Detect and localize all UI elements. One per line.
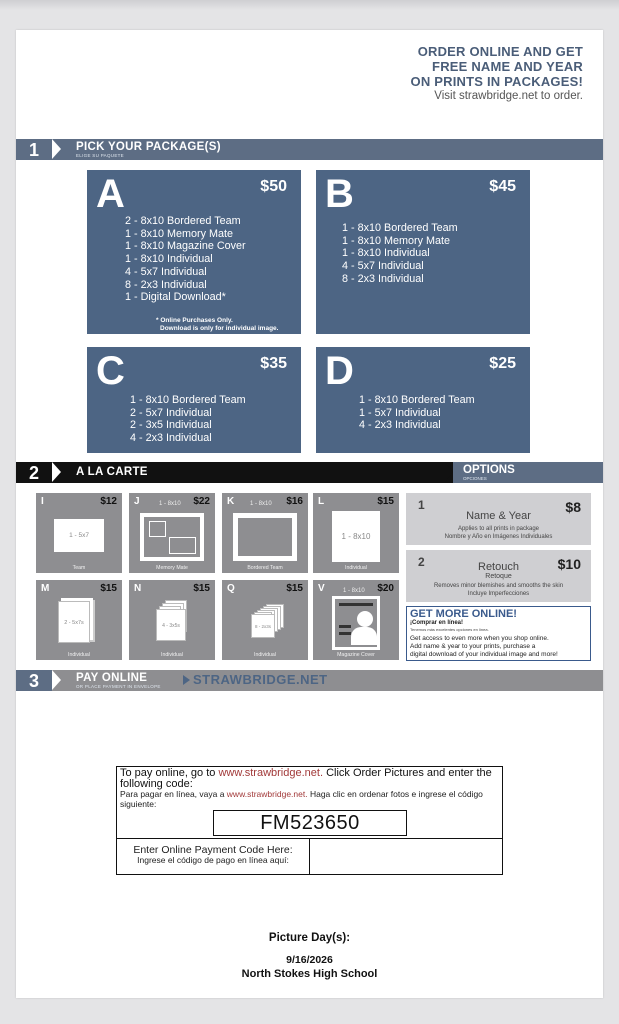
- card-price: $22: [193, 496, 210, 507]
- package-item: 1 - Digital Download*: [125, 291, 226, 304]
- text: Para pagar en línea, vaya a: [120, 789, 227, 799]
- section-3-title: PAY ONLINE: [76, 672, 148, 684]
- text: To pay online, go to: [120, 767, 219, 779]
- card-label: Individual: [161, 652, 183, 658]
- alacarte-card-l[interactable]: [313, 493, 399, 573]
- package-item: 1 - 8x10 Memory Mate: [125, 227, 234, 240]
- person-silhouette-icon: [351, 627, 377, 645]
- card-price: $15: [100, 583, 117, 594]
- enter-code-label-es: Ingrese el código de pago en línea aquí:: [137, 855, 289, 865]
- options-subtitle: OPCIONES: [463, 476, 487, 481]
- package-price: $50: [260, 178, 287, 195]
- card-label: Memory Mate: [156, 565, 188, 571]
- package-item: 4 - 2x3 Individual: [130, 432, 212, 445]
- get-more-body-1: Get access to even more when you shop online.: [410, 635, 549, 642]
- package-letter: C: [96, 349, 125, 393]
- option-price: $10: [557, 556, 581, 572]
- promo-visit-text: Visit strawbridge.net to order.: [434, 90, 583, 102]
- package-item: 1 - 8x10 Bordered Team: [359, 394, 475, 406]
- package-items: [125, 215, 246, 304]
- text: Haga clic en ordenar fotos e ingrese el código siguiente:: [120, 789, 483, 809]
- chevron-right-icon: [445, 462, 453, 482]
- card-price: $16: [286, 496, 303, 507]
- card-letter: L: [318, 496, 325, 507]
- get-more-subtitle: ¡Comprar en línea!: [410, 620, 464, 626]
- print-preview: 8 - 2x3s: [251, 614, 275, 638]
- package-d[interactable]: [316, 347, 530, 453]
- card-letter: J: [134, 496, 140, 507]
- payment-code-entry-field[interactable]: [311, 840, 501, 873]
- package-item: 1 - 8x10 Individual: [342, 247, 430, 260]
- promo-line-2: FREE NAME AND YEAR: [432, 59, 583, 74]
- card-label: Magazine Cover: [337, 652, 375, 658]
- package-note-line-2: Download is only for individual image.: [160, 325, 279, 332]
- print-preview: 1 - 5x7: [54, 519, 104, 552]
- package-price: $25: [489, 355, 516, 372]
- alacarte-card-i[interactable]: [36, 493, 122, 573]
- magazine-text-bar: [339, 625, 351, 628]
- card-price: $20: [377, 583, 394, 594]
- divider: [309, 838, 310, 874]
- top-shadow: [0, 0, 619, 10]
- option-name-and-year[interactable]: [406, 493, 591, 545]
- card-size: 1 - 8x10: [343, 588, 365, 594]
- picture-day-heading: Picture Day(s):: [268, 932, 351, 944]
- section-1-number: 1: [28, 140, 39, 160]
- get-more-title: GET MORE ONLINE!: [410, 608, 517, 620]
- option-desc: Applies to all prints in package: [457, 526, 540, 532]
- chevron-right-icon: [52, 670, 61, 690]
- alacarte-card-j[interactable]: [129, 493, 215, 573]
- payment-instructions-es: [120, 790, 498, 809]
- alacarte-card-k[interactable]: [222, 493, 308, 573]
- alacarte-card-n[interactable]: [129, 580, 215, 660]
- strawbridge-link[interactable]: www.strawbridge.net.: [218, 767, 324, 779]
- promo-line-1: ORDER ONLINE AND GET: [417, 44, 583, 59]
- section-3-number: 3: [16, 670, 52, 691]
- get-more-body-3: digital download of your individual image and more!: [410, 651, 558, 658]
- package-item: 2 - 3x5 Individual: [130, 419, 212, 432]
- card-letter: M: [41, 583, 50, 594]
- package-items: [359, 394, 475, 432]
- strawbridge-link[interactable]: www.strawbridge.net.: [226, 789, 308, 799]
- section-3-subtitle: OR PLACE PAYMENT IN ENVELOPE: [76, 684, 161, 689]
- option-name-es: Retoque: [485, 573, 512, 580]
- package-price: $35: [260, 355, 287, 372]
- alacarte-card-v[interactable]: [313, 580, 399, 660]
- card-letter: Q: [227, 583, 235, 594]
- card-label: Individual: [254, 652, 276, 658]
- package-note: [156, 317, 278, 333]
- package-note-line-1: * Online Purchases Only.: [156, 317, 233, 324]
- text: Click Order Pictures and enter the following code:: [120, 767, 492, 790]
- section-2-number: 2: [28, 463, 39, 483]
- print-preview: 2 - 5x7s: [58, 601, 90, 643]
- preview-photo: [169, 537, 196, 554]
- alacarte-card-m[interactable]: [36, 580, 122, 660]
- option-name: Name & Year: [466, 510, 531, 522]
- magazine-title-bar: [339, 603, 373, 606]
- get-more-body-2: Add name & year to your prints, purchase a: [410, 643, 536, 650]
- card-price: $15: [193, 583, 210, 594]
- payment-instructions-en: [120, 768, 498, 790]
- card-letter: N: [134, 583, 142, 594]
- options-header: [453, 462, 603, 483]
- package-item: 4 - 2x3 Individual: [359, 419, 441, 432]
- package-item: 8 - 2x3 Individual: [342, 272, 424, 285]
- preview-photo: [149, 521, 166, 537]
- section-2-title: A LA CARTE: [76, 466, 148, 478]
- alacarte-card-q[interactable]: [222, 580, 308, 660]
- option-name: Retouch: [478, 561, 519, 573]
- print-preview: [233, 513, 297, 561]
- card-letter: K: [227, 496, 235, 507]
- card-label: Individual: [345, 565, 367, 571]
- package-item: 1 - 5x7 Individual: [359, 406, 441, 419]
- package-item: 1 - 8x10 Memory Mate: [342, 234, 451, 247]
- promo-header: [411, 44, 583, 103]
- card-price: $15: [286, 583, 303, 594]
- person-silhouette-icon: [357, 611, 373, 627]
- strawbridge-link[interactable]: STRAWBRIDGE.NET: [193, 672, 328, 687]
- package-item: 4 - 5x7 Individual: [125, 265, 207, 278]
- package-item: 8 - 2x3 Individual: [125, 278, 207, 291]
- package-price: $45: [489, 178, 516, 195]
- package-item: 1 - 8x10 Individual: [125, 253, 213, 266]
- package-item: 1 - 8x10 Bordered Team: [342, 222, 458, 234]
- chevron-right-icon: [52, 139, 61, 159]
- payment-box: [116, 766, 503, 875]
- card-price: $15: [377, 496, 394, 507]
- option-desc-es: Nombre y Año en Imágenes Individuales: [444, 534, 553, 540]
- promo-line-3: ON PRINTS IN PACKAGES!: [410, 74, 583, 89]
- section-1-subtitle: ELIGE SU PAQUETE: [76, 153, 124, 158]
- option-number: 1: [418, 498, 425, 512]
- enter-code-label-en: Enter Online Payment Code Here:: [133, 844, 293, 856]
- section-1-title: PICK YOUR PACKAGE(S): [76, 141, 221, 153]
- package-letter: D: [325, 349, 354, 393]
- enter-code-label: [117, 845, 309, 865]
- option-desc-es: Incluye Imperfecciones: [467, 591, 530, 597]
- card-size: 1 - 8x10: [250, 501, 272, 507]
- package-item: 1 - 8x10 Magazine Cover: [125, 240, 246, 253]
- magazine-text-bar: [339, 632, 351, 635]
- option-number: 2: [418, 555, 425, 569]
- options-title: OPTIONS: [463, 464, 515, 476]
- card-price: $12: [100, 496, 117, 507]
- card-label: Bordered Team: [247, 565, 283, 571]
- section-1-bar: [16, 139, 603, 160]
- package-c[interactable]: [87, 347, 301, 453]
- card-size: 1 - 8x10: [159, 501, 181, 507]
- print-preview: [332, 596, 380, 650]
- package-item: 2 - 5x7 Individual: [130, 406, 212, 419]
- print-preview: [140, 513, 204, 561]
- play-arrow-icon: [183, 675, 190, 685]
- get-more-subtitle-2: Tenemos más excelentes opciones en línea.: [410, 627, 489, 632]
- package-letter: A: [96, 172, 125, 216]
- payment-code: FM523650: [213, 810, 407, 836]
- chevron-right-icon: [52, 462, 61, 482]
- package-item: 1 - 8x10 Bordered Team: [130, 394, 246, 406]
- card-letter: I: [41, 496, 44, 507]
- card-label: Team: [72, 565, 86, 571]
- print-preview: 4 - 3x5s: [156, 609, 186, 641]
- package-letter: B: [325, 172, 354, 216]
- section-2-bar: [16, 462, 603, 483]
- school-name: North Stokes High School: [241, 968, 378, 980]
- card-label: Individual: [68, 652, 90, 658]
- print-preview: 1 - 8x10: [332, 511, 380, 562]
- package-items: [130, 394, 246, 445]
- package-item: 4 - 5x7 Individual: [342, 260, 424, 273]
- option-price: $8: [565, 499, 581, 515]
- section-3-bar: [16, 670, 603, 691]
- option-desc: Removes minor blemishes and smooths the skin: [433, 583, 564, 589]
- get-more-online-box: [406, 606, 591, 661]
- picture-day-date: 9/16/2026: [286, 954, 333, 966]
- package-item: 2 - 8x10 Bordered Team: [125, 215, 241, 227]
- package-items: [342, 222, 458, 286]
- package-a[interactable]: [87, 170, 301, 334]
- card-letter: V: [318, 583, 325, 594]
- order-form-sheet: [16, 30, 603, 998]
- option-retouch[interactable]: [406, 550, 591, 602]
- package-b[interactable]: [316, 170, 530, 334]
